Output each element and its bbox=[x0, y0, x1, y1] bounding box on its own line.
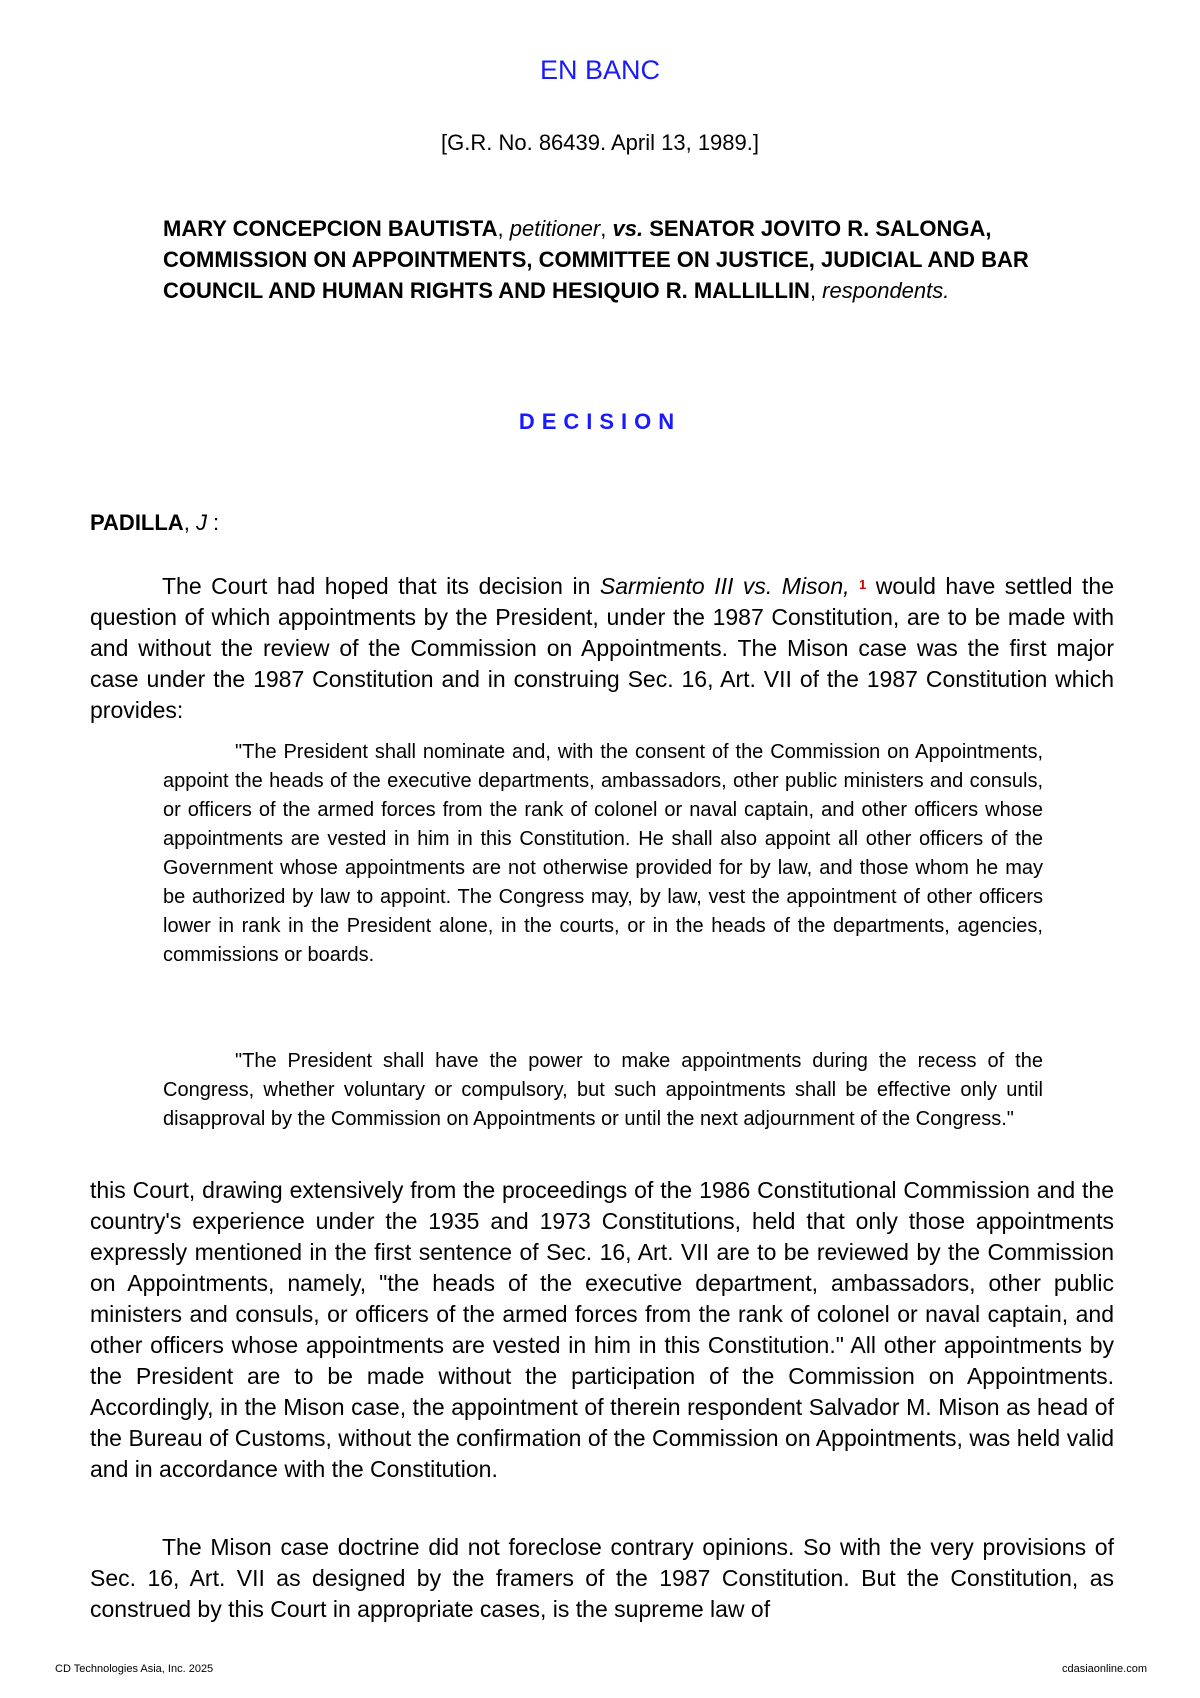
ponente bbox=[90, 510, 219, 536]
case-parties bbox=[163, 213, 1043, 306]
footer-copyright: CD Technologies Asia, Inc. 2025 bbox=[55, 1663, 214, 1675]
case-number: [G.R. No. 86439. April 13, 1989.] bbox=[441, 130, 759, 155]
footer-website: cdasiaonline.com bbox=[1062, 1663, 1147, 1675]
petitioner-name: MARY CONCEPCION BAUTISTA bbox=[163, 216, 498, 241]
petitioner-role: petitioner bbox=[509, 216, 601, 241]
block-quote-2: "The President shall have the power to make appointments during the recess of the Congress, whether voluntary or compulsory, but such appointments shall be effective only until disapproval by the Commission on Appointments or until the next adjournment of the Congress." bbox=[163, 1050, 1043, 1130]
respondents-role: respondents. bbox=[822, 278, 950, 303]
separator: , bbox=[600, 216, 613, 241]
separator: , bbox=[809, 278, 823, 303]
ponente-name: PADILLA bbox=[90, 510, 184, 535]
paragraph-3: The Mison case doctrine did not foreclose contrary opinions. So with the very provisions of Sec. 16, Art. VII as designed by the framers of the 1987 Constitution. But the Constitution, as construed by this Court in appropriate cases, is the supreme law of bbox=[90, 1534, 1114, 1622]
paragraph-1-text-b: would have settled the question of which appointments by the President, under the 1987 Constitution, are to be made with and without the review of the Commission on Appointments. The Mison case was the first major case under the 1987 Constitution and in construing Sec. 16, Art. VII of the 1987 Constitution which provides: bbox=[90, 573, 1114, 723]
paragraph-1-text-a: The Court had hoped that its decision in bbox=[162, 573, 600, 599]
footnote-link[interactable]: 1 bbox=[859, 577, 867, 592]
paragraph-2: this Court, drawing extensively from the proceedings of the 1986 Constitutional Commission and the country's experience under the 1935 and 1973 Constitutions, held that only those appointments expressly mentioned in the first sentence of Sec. 16, Art. VII are to be reviewed by the Commission on Appointments, namely, "the heads of the executive department, ambassadors, other public ministers and consuls, or officers of the armed forces from the rank of colonel or naval captain, and other officers whose appointments are vested in him in this Constitution." All other appointments by the President are to be made without the participation of the Commission on Appointments. Accordingly, in the Mison case, the appointment of therein respondent Salvador M. Mison as head of the Bureau of Customs, without the confirmation of the Commission on Appointments, was held valid and in accordance with the Constitution. bbox=[90, 1177, 1114, 1482]
ponente-title: J bbox=[195, 510, 207, 535]
separator: , bbox=[183, 510, 196, 535]
decision-heading: DECISION bbox=[518, 409, 682, 434]
paragraph-1 bbox=[90, 569, 1114, 726]
separator: , bbox=[497, 216, 510, 241]
block-quote-1: "The President shall nominate and, with the consent of the Commission on Appointments, appoint the heads of the executive departments, ambassadors, other public ministers and consuls, or officers of the armed forces from the rank of colonel or naval captain, and other officers whose appointments are vested in him in this Constitution. He shall also appoint all other officers of the Government whose appointments are not otherwise provided for by law, and those whom he may be authorized by law to appoint. The Congress may, by law, vest the appointment of other officers lower in rank in the President alone, in the courts, or in the heads of the departments, agencies, commissions or boards. bbox=[163, 741, 1043, 966]
versus: vs. bbox=[612, 216, 644, 241]
colon: : bbox=[206, 510, 220, 535]
court-division: EN BANC bbox=[539, 55, 661, 85]
respondents-names: SENATOR JOVITO R. SALONGA, COMMISSION ON APPOINTMENTS, COMMITTEE ON JUSTICE, JUDICIAL AND BAR COUNCIL AND HUMAN RIGHTS AND HESIQUIO R. MALLILLIN bbox=[163, 216, 1029, 303]
case-citation: Sarmiento III vs. Mison, bbox=[599, 573, 850, 599]
